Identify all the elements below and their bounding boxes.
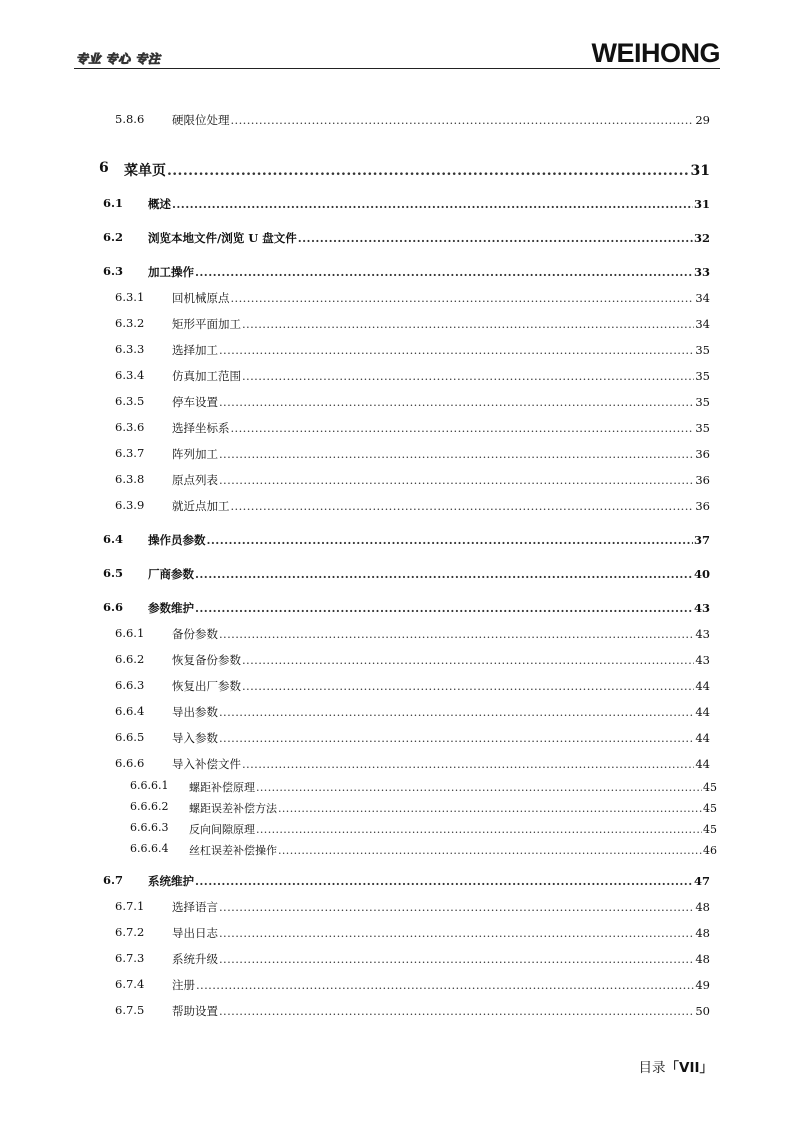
toc-entry-title: 阵列加工	[172, 447, 218, 461]
toc-entry-title: 导出参数	[172, 705, 218, 719]
toc-entry-title: 选择加工	[172, 343, 218, 357]
toc-entry-number: 6.6.5	[115, 730, 145, 744]
toc-entry-number: 6.3.5	[115, 394, 145, 408]
dot-leader	[231, 499, 695, 513]
toc-entry-page: 44	[695, 705, 710, 719]
toc-entry-title: 系统维护	[148, 874, 194, 888]
dot-leader	[219, 900, 694, 914]
toc-entry[interactable]	[0, 821, 793, 837]
dot-leader	[219, 627, 694, 641]
toc-entry-title: 原点列表	[172, 473, 218, 487]
toc-entry-page: 31	[693, 197, 710, 211]
toc-entry-page: 35	[695, 369, 710, 383]
dot-leader	[196, 978, 694, 992]
dot-leader	[219, 952, 694, 966]
dot-leader	[231, 291, 695, 305]
toc-entry-title: 加工操作	[148, 265, 194, 279]
toc-entry-title: 矩形平面加工	[172, 317, 241, 331]
dot-leader	[219, 731, 694, 745]
toc-entry-page: 31	[690, 163, 710, 179]
dot-leader	[219, 926, 694, 940]
dot-leader	[219, 705, 694, 719]
toc-entry-title: 丝杠误差补偿操作	[189, 844, 277, 857]
toc-entry-title: 恢复出厂参数	[172, 679, 241, 693]
toc-entry-page: 43	[693, 601, 710, 615]
toc-entry-number: 6.6.3	[115, 678, 145, 692]
toc-entry-title: 螺距误差补偿方法	[189, 802, 277, 815]
toc-entry-page: 47	[693, 874, 710, 888]
toc-entry-title: 导出日志	[172, 926, 218, 940]
dot-leader	[219, 473, 694, 487]
toc-entry-page: 45	[703, 823, 717, 836]
toc-entry-title: 帮助设置	[172, 1004, 218, 1018]
weihong-logo: WEIHONG	[591, 38, 720, 68]
toc-entry[interactable]	[0, 899, 793, 915]
toc-entry[interactable]	[0, 730, 793, 746]
toc-entry-page: 36	[695, 499, 710, 513]
footer-page-number: 「VII」	[665, 1060, 713, 1076]
toc-entry-number: 6.7	[103, 873, 124, 887]
dot-leader	[242, 317, 694, 331]
toc-entry-title: 操作员参数	[148, 533, 206, 547]
toc-entry-page: 32	[693, 231, 710, 245]
toc-entry[interactable]	[0, 368, 793, 384]
toc-entry[interactable]	[0, 842, 793, 858]
toc-entry-title: 反向间隙原理	[189, 823, 255, 836]
toc-entry[interactable]	[0, 420, 793, 436]
toc-entry-number: 6.6.6.4	[130, 842, 169, 855]
toc-entry-number: 6.7.2	[115, 925, 145, 939]
toc-entry[interactable]	[0, 566, 793, 582]
toc-entry-number: 6.6.1	[115, 626, 145, 640]
toc-entry-title: 导入补偿文件	[172, 757, 241, 771]
toc-entry-title: 停车设置	[172, 395, 218, 409]
toc-entry-number: 6.6.6.3	[130, 821, 169, 834]
toc-entry-title: 菜单页	[124, 163, 166, 179]
toc-entry-page: 49	[695, 978, 710, 992]
toc-entry-title: 导入参数	[172, 731, 218, 745]
toc-entry[interactable]	[0, 472, 793, 488]
toc-entry[interactable]	[0, 800, 793, 816]
dot-leader	[242, 653, 694, 667]
toc-entry-page: 45	[703, 802, 717, 815]
toc-entry[interactable]	[0, 756, 793, 772]
toc-entry-page: 48	[695, 926, 710, 940]
toc-entry-page: 48	[695, 900, 710, 914]
toc-entry-number: 6.3	[103, 264, 124, 278]
toc-entry-page: 50	[695, 1004, 710, 1018]
toc-entry-number: 6.2	[103, 230, 124, 244]
toc-entry-number: 6	[99, 160, 109, 176]
toc-entry-title: 参数维护	[148, 601, 194, 615]
dot-leader	[167, 163, 690, 179]
toc-entry-page: 37	[693, 533, 710, 547]
toc-entry-page: 35	[695, 395, 710, 409]
toc-entry-page: 44	[695, 731, 710, 745]
dot-leader	[231, 113, 695, 127]
dot-leader	[256, 781, 702, 794]
dot-leader	[195, 265, 693, 279]
toc-entry-number: 6.6.6.2	[130, 800, 169, 813]
toc-entry[interactable]	[0, 925, 793, 941]
toc-entry-number: 6.1	[103, 196, 124, 210]
toc-entry[interactable]	[0, 264, 793, 280]
dot-leader	[278, 802, 702, 815]
toc-entry-page: 44	[695, 757, 710, 771]
toc-entry-page: 36	[695, 473, 710, 487]
toc-entry-title: 仿真加工范围	[172, 369, 241, 383]
toc-entry-page: 48	[695, 952, 710, 966]
toc-entry[interactable]	[0, 951, 793, 967]
toc-entry-number: 5.8.6	[115, 112, 145, 126]
toc-entry-number: 6.4	[103, 532, 124, 546]
dot-leader	[219, 1004, 694, 1018]
toc-entry[interactable]	[0, 498, 793, 514]
toc-entry[interactable]	[0, 532, 793, 548]
toc-entry-number: 6.3.9	[115, 498, 145, 512]
toc-entry-page: 36	[695, 447, 710, 461]
dot-leader	[207, 533, 693, 547]
toc-entry[interactable]	[0, 160, 793, 180]
toc-entry-number: 6.3.1	[115, 290, 145, 304]
toc-entry-title: 硬限位处理	[172, 113, 230, 127]
toc-entry-number: 6.6.2	[115, 652, 145, 666]
toc-entry-number: 6.5	[103, 566, 124, 580]
dot-leader	[242, 679, 694, 693]
page-footer	[639, 1056, 714, 1076]
toc-entry-number: 6.7.5	[115, 1003, 145, 1017]
toc-entry-page: 29	[695, 113, 710, 127]
toc-entry-number: 6.6.4	[115, 704, 145, 718]
toc-entry-title: 选择坐标系	[172, 421, 230, 435]
toc-entry-page: 33	[693, 265, 710, 279]
toc-entry-page: 43	[695, 653, 710, 667]
toc-entry-number: 6.7.1	[115, 899, 145, 913]
toc-entry[interactable]	[0, 230, 793, 246]
toc-entry[interactable]	[0, 873, 793, 889]
toc-entry-title: 系统升级	[172, 952, 218, 966]
toc-entry-page: 34	[695, 291, 710, 305]
toc-entry-page: 46	[703, 844, 717, 857]
dot-leader	[231, 421, 695, 435]
toc-entry-number: 6.6	[103, 600, 124, 614]
toc-entry[interactable]	[0, 704, 793, 720]
dot-leader	[298, 231, 693, 245]
toc-entry[interactable]	[0, 652, 793, 668]
toc-entry-number: 6.6.6	[115, 756, 145, 770]
toc-entry-number: 6.3.3	[115, 342, 145, 356]
toc-entry-number: 6.3.8	[115, 472, 145, 486]
footer-label: 目录	[638, 1060, 666, 1076]
toc-entry-page: 34	[695, 317, 710, 331]
toc-entry-page: 45	[703, 781, 717, 794]
dot-leader	[278, 844, 702, 857]
toc-entry-title: 备份参数	[172, 627, 218, 641]
toc-entry-page: 43	[695, 627, 710, 641]
toc-entry-page: 44	[695, 679, 710, 693]
dot-leader	[195, 601, 693, 615]
toc-entry[interactable]	[0, 977, 793, 993]
dot-leader	[172, 197, 693, 211]
toc-entry-number: 6.3.7	[115, 446, 145, 460]
toc-entry-title: 恢复备份参数	[172, 653, 241, 667]
toc-entry-page: 35	[695, 343, 710, 357]
toc-entry-number: 6.3.2	[115, 316, 145, 330]
dot-leader	[242, 757, 694, 771]
dot-leader	[256, 823, 702, 836]
toc-entry[interactable]	[0, 678, 793, 694]
dot-leader	[219, 395, 694, 409]
toc-entry[interactable]	[0, 112, 793, 128]
toc-entry[interactable]	[0, 1003, 793, 1019]
toc-entry-number: 6.3.4	[115, 368, 145, 382]
toc-entry-number: 6.6.6.1	[130, 779, 169, 792]
dot-leader	[219, 447, 694, 461]
toc-entry[interactable]	[0, 196, 793, 212]
toc-entry-title: 就近点加工	[172, 499, 230, 513]
dot-leader	[242, 369, 694, 383]
toc-entry[interactable]	[0, 779, 793, 795]
toc-entry[interactable]	[0, 626, 793, 642]
toc-entry[interactable]	[0, 600, 793, 616]
dot-leader	[195, 567, 693, 581]
toc-entry-title: 注册	[172, 978, 195, 992]
toc-entry-title: 选择语言	[172, 900, 218, 914]
dot-leader	[195, 874, 693, 888]
toc-entry-number: 6.7.4	[115, 977, 145, 991]
toc-entry-title: 回机械原点	[172, 291, 230, 305]
toc-entry-page: 35	[695, 421, 710, 435]
toc-entry-title: 浏览本地文件/浏览 U 盘文件	[148, 231, 297, 245]
toc-entry[interactable]	[0, 446, 793, 462]
toc-entry[interactable]	[0, 290, 793, 306]
toc-entry-title: 螺距补偿原理	[189, 781, 255, 794]
toc-entry-number: 6.7.3	[115, 951, 145, 965]
toc-entry[interactable]	[0, 342, 793, 358]
toc-entry-page: 40	[693, 567, 710, 581]
dot-leader	[219, 343, 694, 357]
toc-entry[interactable]	[0, 394, 793, 410]
slogan: 专业 专心 专注	[76, 52, 161, 66]
toc-entry-title: 概述	[148, 197, 171, 211]
toc-entry[interactable]	[0, 316, 793, 332]
toc-entry-title: 厂商参数	[148, 567, 194, 581]
toc-entry-number: 6.3.6	[115, 420, 145, 434]
